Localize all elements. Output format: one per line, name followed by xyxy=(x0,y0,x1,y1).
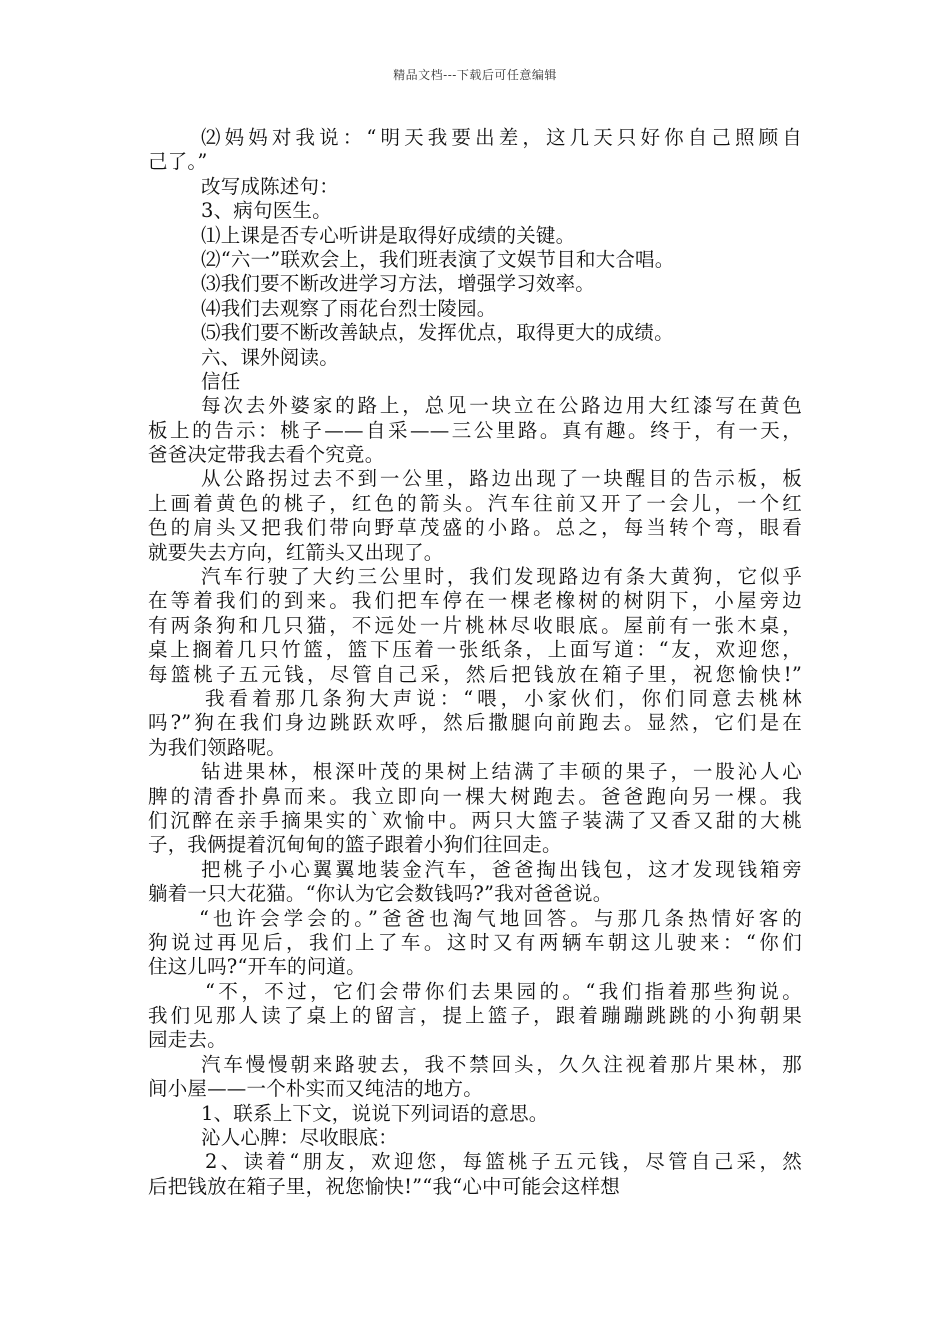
text-line: 我们见那人读了桌上的留言，提上篮子，跟着蹦蹦跳跳的小狗朝果 xyxy=(148,1004,802,1028)
text-line: 为我们领路呢。 xyxy=(148,735,286,759)
text-line: 钻进果林，根深叶茂的果树上结满了丰硕的果子，一股沁人心 xyxy=(201,760,802,784)
text-line: 我看着那几条狗大声说：“喂，小家伙们，你们同意去桃林 xyxy=(205,686,802,710)
text-line: 己了。” xyxy=(148,150,208,174)
text-line: 桌上搁着几只竹篮，篮下压着一张纸条，上面写道：“友，欢迎您， xyxy=(148,638,802,662)
section-heading: 六、课外阅读。 xyxy=(201,345,339,369)
text-line: 3、病句医生。 xyxy=(201,199,332,223)
text-line: 脾的清香扑鼻而来。我立即向一棵大树跑去。爸爸跑向另一棵。我 xyxy=(148,784,802,808)
text-line: 狗说过再见后，我们上了车。这时又有两辆车朝这儿驶来：“你们 xyxy=(148,930,802,954)
text-line: 住这儿吗?“开车的问道。 xyxy=(148,955,366,979)
text-line: 们沉醉在亲手摘果实的`欢愉中。两只大篮子装满了又香又甜的大桃 xyxy=(148,808,802,832)
text-line: ⑵妈妈对我说：“明天我要出差，这几天只好你自己照顾自 xyxy=(201,126,802,149)
text-line: 每次去外婆家的路上，总见一块立在公路边用大红漆写在黄色 xyxy=(201,394,802,418)
text-line: ⑵“六一”联欢会上，我们班表演了文娱节目和大合唱。 xyxy=(201,247,675,271)
text-line: 子，我俩提着沉甸甸的篮子跟着小狗们往回走。 xyxy=(148,833,562,857)
text-line: 把桃子小心翼翼地装金汽车，爸爸掏出钱包，这才发现钱箱旁 xyxy=(201,857,802,881)
text-line: 每篮桃子五元钱，尽管自己采，然后把钱放在箱子里，祝您愉快!” xyxy=(148,662,802,686)
text-line: “不，不过，它们会带你们去果园的。“我们指着那些狗说。 xyxy=(205,979,802,1003)
text-line: 躺着一只大花猫。“你认为它会数钱吗?”我对爸爸说。 xyxy=(148,882,613,906)
question-line: 2、读着“朋友，欢迎您，每篮桃子五元钱，尽管自己采，然 xyxy=(205,1150,802,1174)
text-line: 有两条狗和几只猫，不远处一片桃林尽收眼底。屋前有一张木桌， xyxy=(148,613,802,637)
text-line: ⑸我们要不断改善缺点，发挥优点，取得更大的成绩。 xyxy=(201,321,674,345)
text-line: 在等着我们的到来。我们把车停在一棵老橡树的树阴下，小屋旁边 xyxy=(148,589,802,613)
text-line: ⑴上课是否专心听讲是取得好成绩的关键。 xyxy=(201,223,576,247)
text-line: 就要失去方向，红箭头又出现了。 xyxy=(148,540,444,564)
text-line: 爸爸决定带我去看个究竟。 xyxy=(148,443,385,467)
text-line: “也许会学会的。”爸爸也淘气地回答。与那几条热情好客的 xyxy=(199,906,802,930)
page-header: 精品文档---下载后可任意编辑 xyxy=(393,68,557,82)
text-line: 汽车慢慢朝来路驶去，我不禁回头，久久注视着那片果林，那 xyxy=(201,1052,802,1076)
text-line: 汽车行驶了大约三公里时，我们发现路边有条大黄狗，它似乎 xyxy=(201,565,802,589)
text-line: 园走去。 xyxy=(148,1028,227,1052)
text-line: 改写成陈述句： xyxy=(201,174,339,198)
story-title: 信任 xyxy=(201,369,241,393)
text-line: 吗?”狗在我们身边跳跃欢呼，然后撒腿向前跑去。显然，它们是在 xyxy=(148,711,802,735)
text-line: ⑶我们要不断改进学习方法，增强学习效率。 xyxy=(201,272,596,296)
document-body xyxy=(148,126,802,1199)
question-line: 1、联系上下文，说说下列词语的意思。 xyxy=(201,1101,549,1125)
text-line: 间小屋——一个朴实而又纯洁的地方。 xyxy=(148,1077,483,1101)
text-line: 板上的告示：桃子——自采——三公里路。真有趣。终于，有一天， xyxy=(148,418,802,442)
text-line: 上画着黄色的桃子，红色的箭头。汽车往前又开了一会儿，一个红 xyxy=(148,491,802,515)
question-line: 后把钱放在箱子里，祝您愉快!”“我“心中可能会这样想 xyxy=(148,1174,620,1198)
question-line: 沁人心脾：尽收眼底： xyxy=(201,1126,399,1150)
text-line: 色的肩头又把我们带向野草茂盛的小路。总之，每当转个弯，眼看 xyxy=(148,516,802,540)
text-line: ⑷我们去观察了雨花台烈士陵园。 xyxy=(201,296,497,320)
text-line: 从公路拐过去不到一公里，路边出现了一块醒目的告示板，板 xyxy=(201,467,802,491)
